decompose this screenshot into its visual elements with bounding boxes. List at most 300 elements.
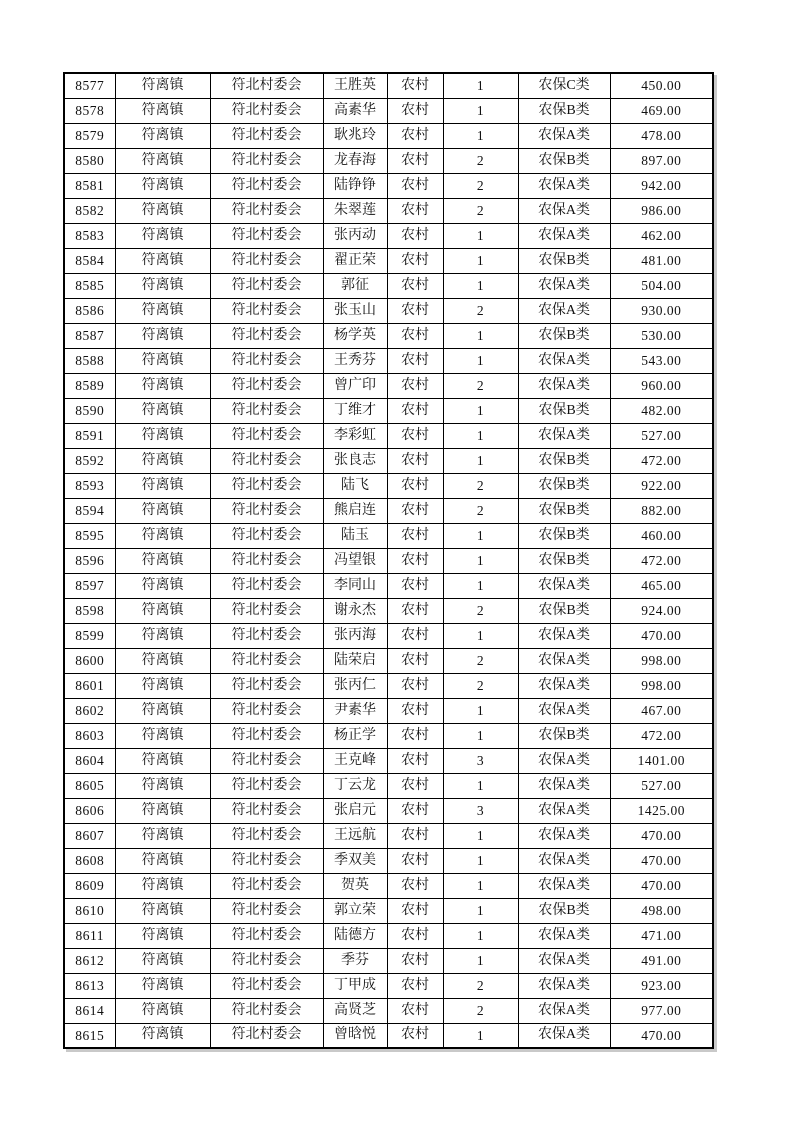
cell-town: 符离镇 bbox=[115, 973, 210, 998]
cell-town: 符离镇 bbox=[115, 498, 210, 523]
cell-insurance-category: 农保B类 bbox=[518, 148, 610, 173]
cell-town: 符离镇 bbox=[115, 573, 210, 598]
cell-town: 符离镇 bbox=[115, 998, 210, 1023]
table-row bbox=[64, 998, 713, 1023]
cell-serial-number: 8596 bbox=[64, 548, 115, 573]
cell-person-name: 郭立荣 bbox=[323, 898, 387, 923]
cell-person-count: 1 bbox=[443, 73, 518, 98]
cell-village-committee: 符北村委会 bbox=[210, 273, 323, 298]
cell-insurance-category: 农保A类 bbox=[518, 773, 610, 798]
table-row bbox=[64, 173, 713, 198]
cell-person-name: 冯望银 bbox=[323, 548, 387, 573]
cell-insurance-category: 农保B类 bbox=[518, 448, 610, 473]
cell-person-count: 1 bbox=[443, 223, 518, 248]
cell-amount: 472.00 bbox=[610, 723, 713, 748]
cell-person-name: 龙春海 bbox=[323, 148, 387, 173]
cell-residence-type: 农村 bbox=[387, 898, 443, 923]
cell-town: 符离镇 bbox=[115, 198, 210, 223]
table-row bbox=[64, 248, 713, 273]
cell-village-committee: 符北村委会 bbox=[210, 348, 323, 373]
cell-serial-number: 8603 bbox=[64, 723, 115, 748]
cell-person-name: 丁甲成 bbox=[323, 973, 387, 998]
cell-village-committee: 符北村委会 bbox=[210, 373, 323, 398]
cell-person-name: 曾晗悦 bbox=[323, 1023, 387, 1048]
cell-amount: 462.00 bbox=[610, 223, 713, 248]
cell-residence-type: 农村 bbox=[387, 823, 443, 848]
cell-insurance-category: 农保A类 bbox=[518, 173, 610, 198]
cell-residence-type: 农村 bbox=[387, 323, 443, 348]
cell-residence-type: 农村 bbox=[387, 623, 443, 648]
cell-person-count: 2 bbox=[443, 673, 518, 698]
cell-town: 符离镇 bbox=[115, 748, 210, 773]
cell-village-committee: 符北村委会 bbox=[210, 998, 323, 1023]
table-row bbox=[64, 898, 713, 923]
cell-amount: 469.00 bbox=[610, 98, 713, 123]
cell-residence-type: 农村 bbox=[387, 973, 443, 998]
cell-serial-number: 8606 bbox=[64, 798, 115, 823]
cell-serial-number: 8601 bbox=[64, 673, 115, 698]
cell-serial-number: 8604 bbox=[64, 748, 115, 773]
cell-village-committee: 符北村委会 bbox=[210, 498, 323, 523]
cell-amount: 450.00 bbox=[610, 73, 713, 98]
cell-town: 符离镇 bbox=[115, 923, 210, 948]
cell-village-committee: 符北村委会 bbox=[210, 323, 323, 348]
cell-residence-type: 农村 bbox=[387, 398, 443, 423]
cell-person-count: 1 bbox=[443, 948, 518, 973]
cell-serial-number: 8597 bbox=[64, 573, 115, 598]
cell-amount: 481.00 bbox=[610, 248, 713, 273]
cell-amount: 470.00 bbox=[610, 623, 713, 648]
cell-insurance-category: 农保A类 bbox=[518, 573, 610, 598]
table-row bbox=[64, 523, 713, 548]
cell-village-committee: 符北村委会 bbox=[210, 673, 323, 698]
cell-amount: 924.00 bbox=[610, 598, 713, 623]
cell-residence-type: 农村 bbox=[387, 573, 443, 598]
cell-person-name: 翟正荣 bbox=[323, 248, 387, 273]
cell-person-count: 1 bbox=[443, 423, 518, 448]
cell-residence-type: 农村 bbox=[387, 948, 443, 973]
cell-village-committee: 符北村委会 bbox=[210, 423, 323, 448]
table-row bbox=[64, 773, 713, 798]
cell-town: 符离镇 bbox=[115, 723, 210, 748]
cell-town: 符离镇 bbox=[115, 73, 210, 98]
cell-serial-number: 8585 bbox=[64, 273, 115, 298]
cell-insurance-category: 农保A类 bbox=[518, 873, 610, 898]
table-body bbox=[64, 73, 713, 1048]
table-row bbox=[64, 73, 713, 98]
cell-town: 符离镇 bbox=[115, 598, 210, 623]
cell-insurance-category: 农保A类 bbox=[518, 673, 610, 698]
cell-amount: 470.00 bbox=[610, 1023, 713, 1048]
cell-amount: 470.00 bbox=[610, 823, 713, 848]
cell-serial-number: 8581 bbox=[64, 173, 115, 198]
cell-village-committee: 符北村委会 bbox=[210, 98, 323, 123]
cell-town: 符离镇 bbox=[115, 398, 210, 423]
cell-residence-type: 农村 bbox=[387, 998, 443, 1023]
table-row bbox=[64, 748, 713, 773]
cell-person-count: 1 bbox=[443, 248, 518, 273]
cell-residence-type: 农村 bbox=[387, 798, 443, 823]
cell-village-committee: 符北村委会 bbox=[210, 523, 323, 548]
cell-residence-type: 农村 bbox=[387, 348, 443, 373]
cell-person-name: 季双美 bbox=[323, 848, 387, 873]
cell-person-name: 张丙仁 bbox=[323, 673, 387, 698]
cell-village-committee: 符北村委会 bbox=[210, 623, 323, 648]
table-row bbox=[64, 798, 713, 823]
cell-amount: 467.00 bbox=[610, 698, 713, 723]
cell-amount: 472.00 bbox=[610, 448, 713, 473]
cell-village-committee: 符北村委会 bbox=[210, 398, 323, 423]
cell-person-count: 3 bbox=[443, 798, 518, 823]
cell-village-committee: 符北村委会 bbox=[210, 873, 323, 898]
cell-village-committee: 符北村委会 bbox=[210, 173, 323, 198]
cell-amount: 527.00 bbox=[610, 773, 713, 798]
cell-insurance-category: 农保A类 bbox=[518, 748, 610, 773]
cell-person-name: 张丙海 bbox=[323, 623, 387, 648]
cell-amount: 482.00 bbox=[610, 398, 713, 423]
cell-insurance-category: 农保A类 bbox=[518, 698, 610, 723]
cell-person-name: 高贤芝 bbox=[323, 998, 387, 1023]
table-row bbox=[64, 973, 713, 998]
table-row bbox=[64, 398, 713, 423]
cell-person-count: 2 bbox=[443, 598, 518, 623]
table-row bbox=[64, 348, 713, 373]
cell-person-name: 王远航 bbox=[323, 823, 387, 848]
cell-person-count: 2 bbox=[443, 973, 518, 998]
cell-town: 符离镇 bbox=[115, 373, 210, 398]
cell-serial-number: 8578 bbox=[64, 98, 115, 123]
cell-amount: 530.00 bbox=[610, 323, 713, 348]
cell-person-name: 王秀芬 bbox=[323, 348, 387, 373]
cell-serial-number: 8600 bbox=[64, 648, 115, 673]
cell-insurance-category: 农保A类 bbox=[518, 973, 610, 998]
cell-village-committee: 符北村委会 bbox=[210, 948, 323, 973]
cell-amount: 465.00 bbox=[610, 573, 713, 598]
cell-village-committee: 符北村委会 bbox=[210, 723, 323, 748]
cell-town: 符离镇 bbox=[115, 348, 210, 373]
cell-insurance-category: 农保B类 bbox=[518, 248, 610, 273]
cell-serial-number: 8609 bbox=[64, 873, 115, 898]
table-row bbox=[64, 923, 713, 948]
cell-residence-type: 农村 bbox=[387, 423, 443, 448]
cell-person-name: 张启元 bbox=[323, 798, 387, 823]
cell-residence-type: 农村 bbox=[387, 723, 443, 748]
cell-town: 符离镇 bbox=[115, 823, 210, 848]
cell-insurance-category: 农保A类 bbox=[518, 123, 610, 148]
table-row bbox=[64, 948, 713, 973]
cell-insurance-category: 农保B类 bbox=[518, 598, 610, 623]
cell-village-committee: 符北村委会 bbox=[210, 198, 323, 223]
cell-person-count: 1 bbox=[443, 548, 518, 573]
cell-insurance-category: 农保B类 bbox=[518, 473, 610, 498]
cell-residence-type: 农村 bbox=[387, 273, 443, 298]
cell-person-name: 张玉山 bbox=[323, 298, 387, 323]
cell-amount: 998.00 bbox=[610, 673, 713, 698]
cell-amount: 460.00 bbox=[610, 523, 713, 548]
cell-residence-type: 农村 bbox=[387, 523, 443, 548]
cell-town: 符离镇 bbox=[115, 173, 210, 198]
cell-person-count: 1 bbox=[443, 923, 518, 948]
cell-person-name: 朱翠莲 bbox=[323, 198, 387, 223]
cell-person-name: 陆玉 bbox=[323, 523, 387, 548]
cell-person-count: 1 bbox=[443, 348, 518, 373]
cell-amount: 498.00 bbox=[610, 898, 713, 923]
cell-person-name: 李彩虹 bbox=[323, 423, 387, 448]
cell-amount: 1401.00 bbox=[610, 748, 713, 773]
cell-village-committee: 符北村委会 bbox=[210, 798, 323, 823]
table-row bbox=[64, 623, 713, 648]
table-row bbox=[64, 473, 713, 498]
cell-insurance-category: 农保B类 bbox=[518, 498, 610, 523]
cell-amount: 930.00 bbox=[610, 298, 713, 323]
cell-amount: 471.00 bbox=[610, 923, 713, 948]
cell-amount: 472.00 bbox=[610, 548, 713, 573]
table-row bbox=[64, 873, 713, 898]
cell-insurance-category: 农保A类 bbox=[518, 223, 610, 248]
cell-insurance-category: 农保B类 bbox=[518, 523, 610, 548]
cell-village-committee: 符北村委会 bbox=[210, 923, 323, 948]
cell-amount: 897.00 bbox=[610, 148, 713, 173]
cell-person-name: 李同山 bbox=[323, 573, 387, 598]
cell-residence-type: 农村 bbox=[387, 123, 443, 148]
cell-serial-number: 8611 bbox=[64, 923, 115, 948]
cell-serial-number: 8592 bbox=[64, 448, 115, 473]
cell-residence-type: 农村 bbox=[387, 548, 443, 573]
cell-town: 符离镇 bbox=[115, 1023, 210, 1048]
cell-village-committee: 符北村委会 bbox=[210, 298, 323, 323]
pension-roster-table bbox=[63, 72, 714, 1049]
cell-town: 符离镇 bbox=[115, 223, 210, 248]
cell-village-committee: 符北村委会 bbox=[210, 548, 323, 573]
cell-serial-number: 8591 bbox=[64, 423, 115, 448]
cell-person-count: 1 bbox=[443, 873, 518, 898]
cell-person-name: 张良志 bbox=[323, 448, 387, 473]
cell-residence-type: 农村 bbox=[387, 848, 443, 873]
cell-person-count: 1 bbox=[443, 273, 518, 298]
cell-person-count: 2 bbox=[443, 298, 518, 323]
cell-residence-type: 农村 bbox=[387, 373, 443, 398]
cell-serial-number: 8594 bbox=[64, 498, 115, 523]
cell-insurance-category: 农保A类 bbox=[518, 198, 610, 223]
cell-residence-type: 农村 bbox=[387, 173, 443, 198]
cell-town: 符离镇 bbox=[115, 848, 210, 873]
cell-person-name: 陆德方 bbox=[323, 923, 387, 948]
cell-town: 符离镇 bbox=[115, 898, 210, 923]
cell-person-name: 陆飞 bbox=[323, 473, 387, 498]
cell-person-count: 1 bbox=[443, 573, 518, 598]
cell-person-name: 陆荣启 bbox=[323, 648, 387, 673]
table-row bbox=[64, 1023, 713, 1048]
cell-person-count: 1 bbox=[443, 523, 518, 548]
cell-amount: 923.00 bbox=[610, 973, 713, 998]
table-row bbox=[64, 148, 713, 173]
cell-amount: 470.00 bbox=[610, 848, 713, 873]
cell-village-committee: 符北村委会 bbox=[210, 773, 323, 798]
cell-residence-type: 农村 bbox=[387, 148, 443, 173]
cell-residence-type: 农村 bbox=[387, 498, 443, 523]
cell-amount: 491.00 bbox=[610, 948, 713, 973]
cell-serial-number: 8605 bbox=[64, 773, 115, 798]
table-row bbox=[64, 373, 713, 398]
cell-person-name: 张丙动 bbox=[323, 223, 387, 248]
cell-serial-number: 8582 bbox=[64, 198, 115, 223]
cell-person-name: 王克峰 bbox=[323, 748, 387, 773]
cell-person-count: 1 bbox=[443, 623, 518, 648]
cell-amount: 504.00 bbox=[610, 273, 713, 298]
cell-insurance-category: 农保A类 bbox=[518, 648, 610, 673]
cell-person-name: 丁维才 bbox=[323, 398, 387, 423]
cell-serial-number: 8593 bbox=[64, 473, 115, 498]
cell-person-name: 贺英 bbox=[323, 873, 387, 898]
cell-person-name: 郭征 bbox=[323, 273, 387, 298]
cell-serial-number: 8580 bbox=[64, 148, 115, 173]
cell-person-count: 2 bbox=[443, 473, 518, 498]
cell-insurance-category: 农保A类 bbox=[518, 348, 610, 373]
cell-serial-number: 8610 bbox=[64, 898, 115, 923]
cell-town: 符离镇 bbox=[115, 248, 210, 273]
cell-village-committee: 符北村委会 bbox=[210, 898, 323, 923]
cell-serial-number: 8589 bbox=[64, 373, 115, 398]
cell-insurance-category: 农保A类 bbox=[518, 848, 610, 873]
cell-person-count: 1 bbox=[443, 398, 518, 423]
table-row bbox=[64, 198, 713, 223]
cell-residence-type: 农村 bbox=[387, 473, 443, 498]
cell-person-name: 耿兆玲 bbox=[323, 123, 387, 148]
table-row bbox=[64, 723, 713, 748]
cell-insurance-category: 农保A类 bbox=[518, 823, 610, 848]
cell-town: 符离镇 bbox=[115, 623, 210, 648]
table-row bbox=[64, 123, 713, 148]
cell-person-count: 2 bbox=[443, 198, 518, 223]
cell-amount: 922.00 bbox=[610, 473, 713, 498]
cell-insurance-category: 农保B类 bbox=[518, 398, 610, 423]
cell-person-count: 1 bbox=[443, 698, 518, 723]
table-row bbox=[64, 223, 713, 248]
table-row bbox=[64, 673, 713, 698]
cell-village-committee: 符北村委会 bbox=[210, 73, 323, 98]
cell-person-count: 2 bbox=[443, 998, 518, 1023]
cell-amount: 543.00 bbox=[610, 348, 713, 373]
cell-town: 符离镇 bbox=[115, 148, 210, 173]
cell-person-name: 曾广印 bbox=[323, 373, 387, 398]
cell-serial-number: 8590 bbox=[64, 398, 115, 423]
cell-person-count: 1 bbox=[443, 448, 518, 473]
cell-village-committee: 符北村委会 bbox=[210, 448, 323, 473]
cell-person-name: 丁云龙 bbox=[323, 773, 387, 798]
cell-village-committee: 符北村委会 bbox=[210, 148, 323, 173]
cell-serial-number: 8579 bbox=[64, 123, 115, 148]
cell-village-committee: 符北村委会 bbox=[210, 973, 323, 998]
table-row bbox=[64, 548, 713, 573]
cell-residence-type: 农村 bbox=[387, 923, 443, 948]
cell-person-name: 尹素华 bbox=[323, 698, 387, 723]
cell-village-committee: 符北村委会 bbox=[210, 573, 323, 598]
cell-person-name: 熊启连 bbox=[323, 498, 387, 523]
cell-serial-number: 8598 bbox=[64, 598, 115, 623]
table-row bbox=[64, 498, 713, 523]
cell-residence-type: 农村 bbox=[387, 448, 443, 473]
cell-town: 符离镇 bbox=[115, 698, 210, 723]
cell-person-name: 高素华 bbox=[323, 98, 387, 123]
cell-village-committee: 符北村委会 bbox=[210, 1023, 323, 1048]
cell-amount: 1425.00 bbox=[610, 798, 713, 823]
cell-person-count: 1 bbox=[443, 98, 518, 123]
cell-town: 符离镇 bbox=[115, 298, 210, 323]
cell-insurance-category: 农保A类 bbox=[518, 998, 610, 1023]
cell-amount: 478.00 bbox=[610, 123, 713, 148]
cell-serial-number: 8599 bbox=[64, 623, 115, 648]
cell-residence-type: 农村 bbox=[387, 873, 443, 898]
cell-town: 符离镇 bbox=[115, 523, 210, 548]
cell-amount: 882.00 bbox=[610, 498, 713, 523]
table-row bbox=[64, 423, 713, 448]
cell-person-count: 2 bbox=[443, 173, 518, 198]
cell-person-count: 1 bbox=[443, 823, 518, 848]
cell-village-committee: 符北村委会 bbox=[210, 823, 323, 848]
cell-serial-number: 8588 bbox=[64, 348, 115, 373]
cell-person-count: 1 bbox=[443, 323, 518, 348]
cell-serial-number: 8577 bbox=[64, 73, 115, 98]
cell-residence-type: 农村 bbox=[387, 248, 443, 273]
cell-insurance-category: 农保A类 bbox=[518, 623, 610, 648]
cell-insurance-category: 农保B类 bbox=[518, 898, 610, 923]
cell-amount: 470.00 bbox=[610, 873, 713, 898]
cell-residence-type: 农村 bbox=[387, 223, 443, 248]
cell-insurance-category: 农保A类 bbox=[518, 373, 610, 398]
cell-insurance-category: 农保B类 bbox=[518, 323, 610, 348]
cell-town: 符离镇 bbox=[115, 98, 210, 123]
cell-amount: 527.00 bbox=[610, 423, 713, 448]
cell-person-count: 1 bbox=[443, 773, 518, 798]
cell-town: 符离镇 bbox=[115, 673, 210, 698]
cell-village-committee: 符北村委会 bbox=[210, 748, 323, 773]
cell-insurance-category: 农保A类 bbox=[518, 423, 610, 448]
table-row bbox=[64, 448, 713, 473]
cell-person-count: 2 bbox=[443, 648, 518, 673]
cell-village-committee: 符北村委会 bbox=[210, 648, 323, 673]
cell-serial-number: 8586 bbox=[64, 298, 115, 323]
cell-serial-number: 8584 bbox=[64, 248, 115, 273]
cell-amount: 998.00 bbox=[610, 648, 713, 673]
cell-residence-type: 农村 bbox=[387, 73, 443, 98]
cell-town: 符离镇 bbox=[115, 798, 210, 823]
cell-village-committee: 符北村委会 bbox=[210, 598, 323, 623]
cell-amount: 986.00 bbox=[610, 198, 713, 223]
cell-person-name: 谢永杰 bbox=[323, 598, 387, 623]
cell-serial-number: 8587 bbox=[64, 323, 115, 348]
cell-person-count: 1 bbox=[443, 848, 518, 873]
cell-residence-type: 农村 bbox=[387, 598, 443, 623]
cell-insurance-category: 农保B类 bbox=[518, 723, 610, 748]
cell-insurance-category: 农保B类 bbox=[518, 548, 610, 573]
cell-person-count: 1 bbox=[443, 1023, 518, 1048]
cell-residence-type: 农村 bbox=[387, 673, 443, 698]
cell-person-count: 2 bbox=[443, 148, 518, 173]
cell-residence-type: 农村 bbox=[387, 698, 443, 723]
cell-residence-type: 农村 bbox=[387, 773, 443, 798]
cell-insurance-category: 农保A类 bbox=[518, 298, 610, 323]
cell-person-name: 陆铮铮 bbox=[323, 173, 387, 198]
cell-amount: 977.00 bbox=[610, 998, 713, 1023]
table-row bbox=[64, 298, 713, 323]
cell-residence-type: 农村 bbox=[387, 648, 443, 673]
cell-person-count: 1 bbox=[443, 123, 518, 148]
cell-insurance-category: 农保B类 bbox=[518, 98, 610, 123]
cell-residence-type: 农村 bbox=[387, 1023, 443, 1048]
cell-town: 符离镇 bbox=[115, 123, 210, 148]
cell-insurance-category: 农保A类 bbox=[518, 948, 610, 973]
cell-town: 符离镇 bbox=[115, 273, 210, 298]
